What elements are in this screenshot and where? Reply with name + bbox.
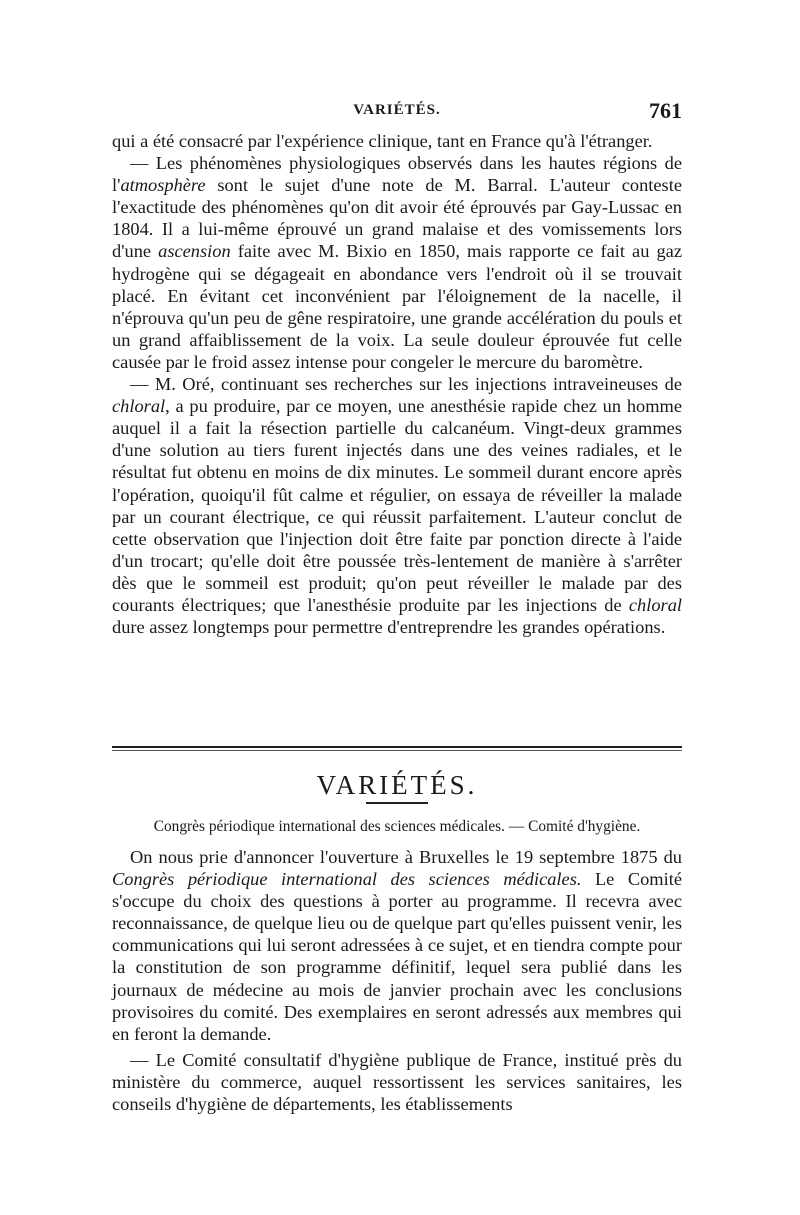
paragraph-text: dure assez longtemps pour permettre d'entreprendre les grandes opérations. xyxy=(112,617,666,638)
italic-term: ascension xyxy=(158,241,231,262)
paragraph-barral-note xyxy=(112,152,682,373)
page-number: 761 xyxy=(649,98,682,123)
italic-term: atmosphère xyxy=(120,175,206,196)
paragraph-text: faite avec M. Bixio en 1850, mais rapporte ce fait au gaz hydrogène qui se dégageait en abondance vers l'endroit où il se trouvait placé. En évitant cet inconvénient par l'éloignement de la nacelle, il n'éprouva qu'un peu de gêne respiratoire, une grande accélération du pouls et un grand affaiblissement de la voix. La seule douleur éprouvée fut celle causée par le froid assez intense pour congeler le mercure du baromètre. xyxy=(112,241,682,372)
italic-term: chloral xyxy=(112,396,166,417)
paragraph-text: — Les phénomènes physiologiques observés dans les hautes régions de l' xyxy=(112,153,682,196)
paragraph-ore-chloral xyxy=(112,373,682,638)
paragraph-text: On nous prie d'annoncer l'ouverture à Bruxelles le 19 septembre 1875 du xyxy=(130,847,682,867)
title-underline xyxy=(366,802,428,804)
italic-term: Congrès périodique international des sciences médicales. xyxy=(112,869,582,890)
running-header xyxy=(112,98,682,126)
section-subheading: Congrès périodique international des sciences médicales. — Comité d'hygiène. xyxy=(153,818,641,835)
paragraph-text: — M. Oré, continuant ses recherches sur les injections intraveineuses de xyxy=(130,374,682,395)
paragraph-text: , a pu produire, par ce moyen, une anesthésie rapide chez un homme auquel il a fait la résection partielle du calcanéum. Vingt-deux grammes d'une solution au tiers furent injectés dans une des veines radiales, et le résultat fut obtenu en moins de dix minutes. Le sommeil durant encore après l'opération, quoiqu'il fût calme et régulier, on essaya de réveiller la malade par un courant électrique, ce qui réussit parfaitement. L'auteur conclut de cette observation que l'injection doit être faite par ponction directe à l'aide d'un trocart; qu'elle doit être poussée très-lentement de manière à s'arrêter dès que le sommeil est produit; qu'on peut réveiller le malade par des courants électriques; que l'anesthésie produite par les injections de xyxy=(112,396,682,615)
paragraph-hygiene-committee xyxy=(112,1049,682,1115)
section-divider xyxy=(112,746,682,751)
paragraph-text: Le Comité s'occupe du choix des questions à porter au programme. Il recevra avec reconnaissance, de quelque lieu ou de quelque part qu'elles puissent venir, les communications qui lui seront adressées à ce sujet, et en tiendra compte pour la constitution de son programme définitif, lequel sera publié dans les journaux de médecine au mois de janvier prochain avec les conclusions provisoires du comité. Des exemplaires en seront adressés aux membres qui en feront la demande. xyxy=(112,869,682,1044)
section-title: VARIÉTÉS. xyxy=(316,770,478,800)
upper-text-block xyxy=(112,130,682,638)
paragraph-text: sont le sujet d'une note de M. Barral. L'auteur conteste l'exactitude des phénomènes qu'on dit avoir été éprouvés par Gay-Lussac en 1804. Il a lui-même éprouvé un grand malaise et des vomissements lors d'une xyxy=(112,175,682,262)
paragraph-text: — Le Comité consultatif d'hygiène publique de France, institué près du ministère du commerce, auquel ressortissent les services sanitaires, les conseils d'hygiène de départements, les établissements xyxy=(112,1049,682,1115)
running-title: VARIÉTÉS. xyxy=(353,102,441,118)
lower-text-block xyxy=(112,846,682,1115)
paragraph-continuation xyxy=(112,130,682,152)
italic-term: chloral xyxy=(628,594,682,615)
paragraph-text: qui a été consacré par l'expérience clinique, tant en France qu'à l'étranger. xyxy=(112,131,653,151)
paragraph-congress-announcement xyxy=(112,846,682,1045)
